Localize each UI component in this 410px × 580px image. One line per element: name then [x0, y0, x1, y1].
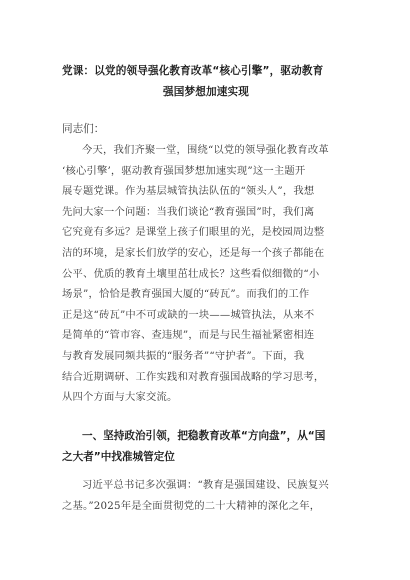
- paragraph-1-line: 正是这“砖瓦”中不可或缺的一块——城管执法，从来不: [62, 308, 315, 321]
- paragraph-1-line: ‘核心引擎’，驱动教育强国梦想加速实现”这一主题开: [62, 164, 306, 177]
- paragraph-1-line: 它究竟有多远？是课堂上孩子们眼里的光，是校园周边整: [62, 226, 325, 239]
- document-title-line-1: 党课：以党的领导强化教育改革“核心引擎”，驱动教育: [62, 65, 324, 77]
- paragraph-1: [62, 140, 362, 408]
- document-title: [62, 61, 350, 103]
- paragraph-1-line: 先问大家一个问题：当我们谈论“教育强国”时，我们离: [62, 205, 315, 218]
- section-heading-1-line-2: 之大者”中找准城管定位: [62, 451, 175, 463]
- paragraph-1-line: 洁的环境，是家长们放学的安心，还是每一个孩子都能在: [62, 246, 325, 259]
- section-heading-1: [62, 426, 362, 468]
- paragraph-1-line: 展专题党课。作为基层城管执法队伍的“领头人”，我想: [62, 185, 315, 198]
- paragraph-2-line: 之基。”2025年是全面贯彻党的二十大精神的深化之年，: [62, 499, 321, 512]
- paragraph-1-line: 结合近期调研、工作实践和对教育强国战略的学习思考，: [62, 370, 325, 383]
- paragraph-1-line: 与教育发展同频共振的“服务者”“守护者”。下面，我: [62, 349, 305, 362]
- paragraph-1-line: 从四个方面与大家交流。: [62, 391, 178, 404]
- section-heading-1-line-1: 一、坚持政治引领，把稳教育改革“方向盘”，从“国: [82, 430, 326, 442]
- document-title-line-2: 强国梦想加速实现: [163, 86, 249, 98]
- paragraph-2-line: 习近平总书记多次强调：“教育是强国建设、民族复兴: [82, 479, 329, 491]
- salutation: 同志们：: [62, 123, 105, 135]
- paragraph-2: [62, 475, 362, 516]
- paragraph-1-line: 是简单的“管市容、查违规”，而是与民生福祉紧密相连: [62, 329, 315, 342]
- paragraph-1-line: 场景”，恰恰是教育强国大厦的“砖瓦”。而我们的工作: [62, 288, 310, 301]
- paragraph-1-line: 公平、优质的教育土壤里茁壮成长？这些看似细微的“小: [62, 267, 320, 280]
- paragraph-1-line: 今天，我们齐聚一堂，围绕“以党的领导强化教育改革: [82, 144, 329, 156]
